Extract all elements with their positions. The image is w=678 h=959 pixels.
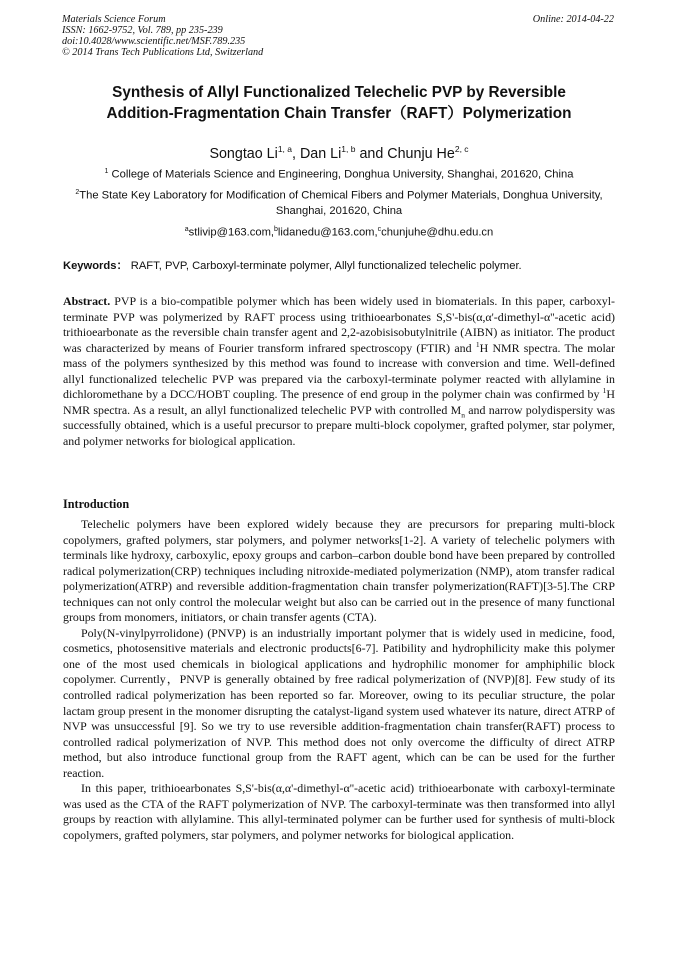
paper-title (60, 82, 618, 124)
superscript: 1 (475, 339, 480, 349)
paragraph: Poly(N-vinylpyrrolidone) (PNVP) is an industrially important polymer that is widely used in medicine, food, cosmetics, photosensitive materials and electronic products[6-7]. Patibility and hydrophilicity make this polymer one of the most used chemicals in biological applications and hydrophilic monomer for amphiphilic block copolymer. Currently，PNVP is generally obtained by free radical polymerization of (NVP)[8]. Few study of its controlled radical polymerization has been reported so far. Moreover, owing to its peculiar structure, the polar lactam group present in the monomer disrupting the catalyst-ligand system used whatever its nature, direct ATRP of NVP was unsuccessful [9]. So we try to use reversible addition-fragmentation chain transfer(RAFT) process to controlled radical polymerization of NVP. This method does not only overcome the difficulty of direct ATRP method, but also introduce functional group from the RAFT agent, which can be can be used for the further reaction. (63, 625, 615, 780)
email-marker: a (184, 226, 189, 233)
author-marker: 1, b (341, 144, 356, 154)
email-link[interactable]: chunjuhe@dhu.edu.cn (381, 226, 494, 239)
abstract-label: Abstract. (63, 294, 111, 308)
affiliation-2 (62, 185, 616, 219)
journal-name: Materials Science Forum (62, 14, 166, 25)
title-line-1: Synthesis of Allyl Functionalized Telechelic PVP by Reversible (112, 84, 566, 101)
doi-line: doi:10.4028/www.scientific.net/MSF.789.235 (62, 36, 246, 47)
section-heading-introduction: Introduction (63, 497, 130, 511)
affiliation-1 (62, 164, 616, 183)
author-name: Songtao Li (209, 145, 278, 162)
affiliation-marker: 1 (104, 168, 109, 175)
author-marker: 1, a (277, 144, 292, 154)
introduction-body (63, 517, 615, 843)
abstract-text: and narrow polydispersity was successfully obtained, which is a useful precursor to prepare multi-block copolymer, grafted polymer, star polymer, and polymer networks for biological application. (63, 402, 615, 448)
email-marker: b (274, 226, 278, 233)
email-marker: c (377, 226, 382, 233)
affiliation-text: College of Materials Science and Engineering, Donghua University, Shanghai, 201620, China (108, 168, 574, 181)
affiliation-marker: 2 (75, 189, 80, 196)
abstract-text: PVP is a bio-compatible polymer which has been widely used in biomaterials. In this paper, carboxyl-terminate PVP was polymerized by RAFT process using trithioearbonates S,S'-bis(α,α'-dimethyl-α''-acetic acid) trithioearbonate as the reversible chain transfer agent and 2,2-azobisisobutylnitrile (AIBN) as initiator. The product was characterized by means of Fourier transform infrared spectroscopy (FTIR) and (63, 294, 615, 355)
author-separator: , (292, 145, 300, 162)
email-link[interactable]: stlivip@163.com, (188, 226, 275, 239)
author-separator: and (355, 145, 388, 162)
affiliation-text: The State Key Laboratory for Modification of Chemical Fibers and Polymer Materials, Donghua University, Shanghai, 201620, China (79, 189, 603, 217)
author-list (60, 140, 618, 163)
online-date: Online: 2014-04-22 (532, 14, 614, 25)
issn-line: ISSN: 1662-9752, Vol. 789, pp 235-239 (62, 25, 223, 36)
paragraph: Telechelic polymers have been explored widely because they are precursors for preparing multi-block copolymers, grafted polymers, star polymers, and polymer networks[1-2]. A variety of telechelic polymers with terminals like hydroxy, carboxylic, epoxy groups and carbon–carbon double bond have been prepared by controlled radical polymerization(CRP) techniques including nitroxide-mediated polymerization (NMP), atom transfer radical polymerization(ATRP) and reversible addition-fragmentation chain transfer polymerization(RAFT)[3-5].The CRP techniques can not only control the molecular weight but also can be carried out in the presence of many functional groups from monomers, initiators, or chain transfer agents (CTA). (63, 517, 615, 625)
abstract-text: H NMR spectra. The molar mass of the polymers synthesized by this method was found to increase with conversion and time. Well-defined allyl functionalized telechelic PVP was prepared via the carboxyl-terminate polymer reacted with allylamine in dichloromethane by a DCC/HOBT coupling. The presence of end group in the polymer chain was confirmed by (63, 340, 615, 402)
keywords-text: RAFT, PVP, Carboxyl-terminate polymer, Allyl functionalized telechelic polymer. (127, 260, 522, 272)
paragraph: In this paper, trithioearbonates S,S'-bis(α,α'-dimethyl-α''-acetic acid) trithioearbonate with carboxyl-terminate was used as the CTA of the RAFT polymerization of NVP. The carboxyl-terminate was then transformed into allyl groups by reaction with allylamine. This allyl-terminated polymer can be further used for synthesis of multi-block copolymers, grafted polymers, star polymers, and polymer networks for biological application. (63, 781, 615, 842)
superscript: 1 (602, 386, 607, 396)
author-name: Dan Li (299, 145, 342, 162)
author-name: Chunju He (387, 145, 455, 162)
title-line-2: Addition-Fragmentation Chain Transfer（RAFT）Polymerization (106, 105, 572, 122)
author-emails (62, 222, 616, 241)
author-marker: 2, c (454, 144, 469, 154)
abstract-text: H NMR spectra. As a result, an allyl functionalized telechelic PVP with controlled M (63, 387, 615, 417)
keywords (63, 259, 615, 274)
keywords-label: Keywords： (63, 260, 128, 272)
copyright-line: © 2014 Trans Tech Publications Ltd, Switzerland (62, 47, 264, 58)
email-link[interactable]: lidanedu@163.com, (277, 226, 378, 239)
subscript: n (461, 410, 465, 420)
journal-header (62, 14, 263, 58)
abstract (63, 294, 615, 449)
